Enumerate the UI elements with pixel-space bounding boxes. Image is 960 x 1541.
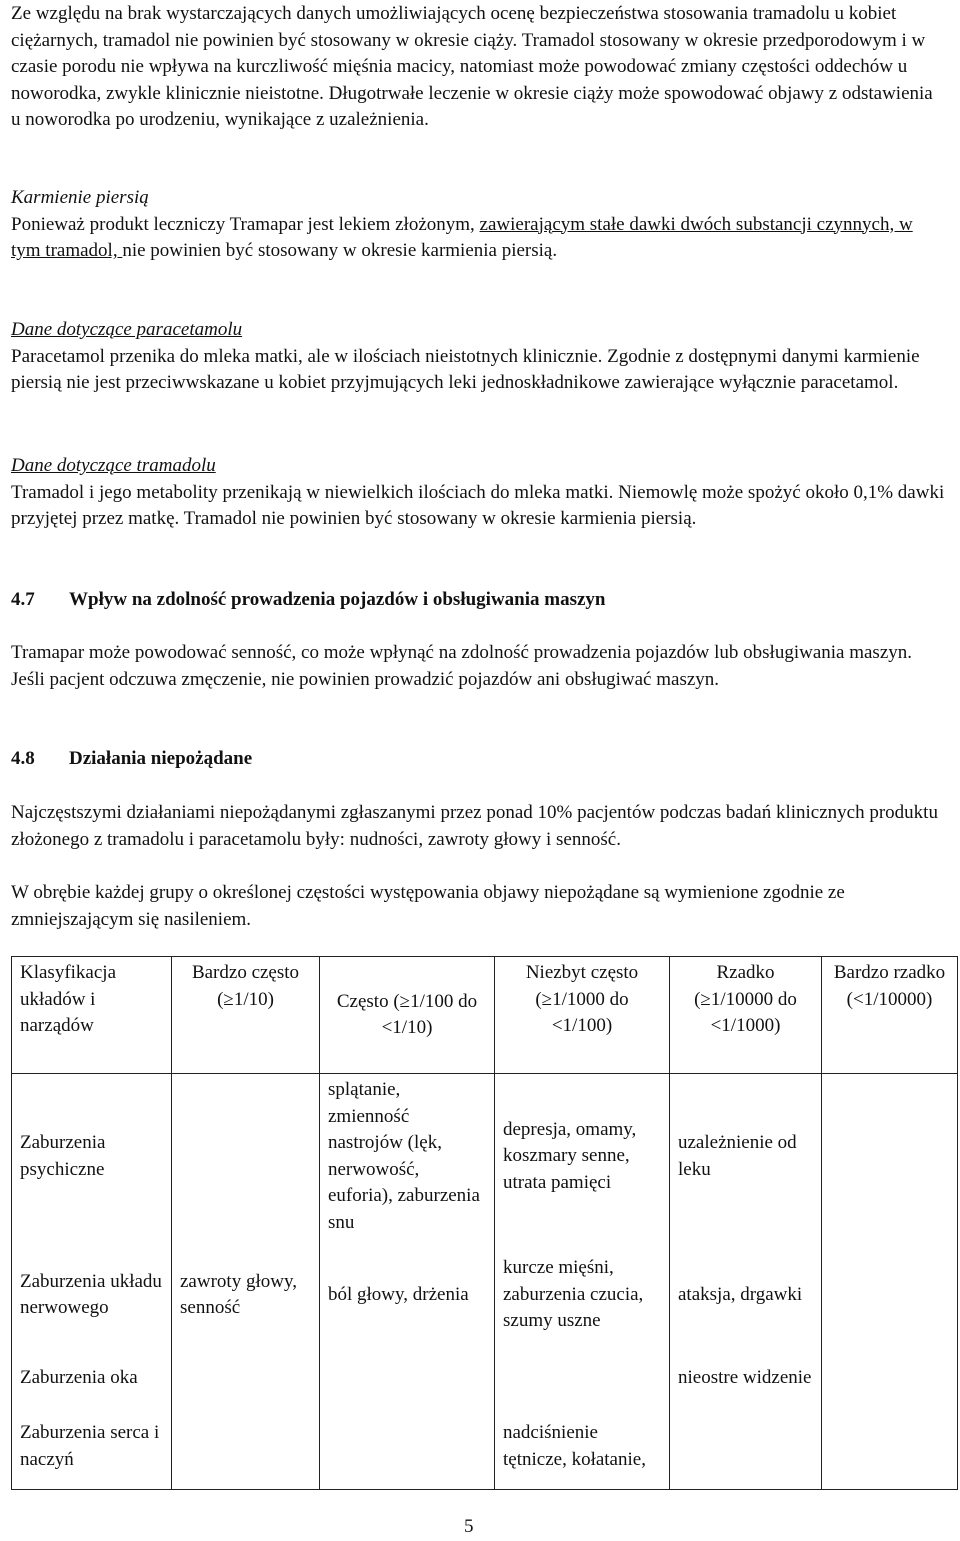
paracetamol-section: [11, 317, 946, 397]
breastfeeding-text-a: Ponieważ produkt leczniczy Tramapar jest lekiem złożonym,: [11, 213, 480, 235]
section-4-7-text-2: Jeśli pacjent odczuwa zmęczenie, nie powinien prowadzić pojazdów ani obsługiwać maszyn.: [11, 668, 720, 690]
very-rare-cell: [822, 1351, 958, 1405]
very-rare-cell: [822, 1239, 958, 1351]
table-row: [12, 1351, 958, 1405]
breastfeeding-text-b: nie powinien być stosowany w okresie karmienia piersią.: [122, 240, 558, 261]
header-very-rare: Bardzo rzadko (<1/10000): [822, 957, 958, 1074]
section-4-8-text-1: Najczęstszymi działaniami niepożądanymi zgłaszanymi przez ponad 10% pacjentów podczas badań klinicznych produktu złożonego z tramadolu i paracetamolu były: nudności, zawroty głowy i senność.: [11, 802, 938, 850]
uncommon-cell: [495, 1351, 670, 1405]
tramadol-heading: Dane dotyczące tramadolu: [11, 455, 216, 476]
pregnancy-paragraph: Ze względu na brak wystarczających danych umożliwiających ocenę bezpieczeństwa stosowania tramadolu u kobiet ciężarnych, tramadol nie powinien być stosowany w okresie ciąży. Tramadol stosowany w okresie przedporodowym i w czasie porodu nie wpływa na kurczliwość mięśnia macicy, natomiast może powodować zmiany częstości oddechów u noworodka, zwykle klinicznie nieistotne. Długotrwałe leczenie w okresie ciąży może spowodować objawy z odstawienia u noworodka po urodzeniu, wynikające z uzależnienia.: [11, 3, 933, 130]
section-4-7-title: Wpływ na zdolność prowadzenia pojazdów i obsługiwania maszyn: [69, 589, 606, 610]
section-4-8-heading: [11, 746, 946, 773]
common-cell: [320, 1405, 495, 1489]
section-4-7-heading: [11, 587, 946, 614]
soc-cell: Zaburzenia psychiczne: [12, 1074, 172, 1240]
section-4-8-number: 4.8: [11, 748, 35, 769]
very-common-cell: [172, 1405, 320, 1489]
header-soc: Klasyfikacja układów i narządów: [12, 957, 172, 1074]
uncommon-cell: depresja, omamy, koszmary senne, utrata pamięci: [495, 1074, 670, 1240]
very-rare-cell: [822, 1074, 958, 1240]
section-4-8-text-2: W obrębie każdej grupy o określonej częstości występowania objawy niepożądane są wymienione zgodnie ze zmniejszającym się nasileniem.: [11, 882, 845, 930]
section-4-8-title: Działania niepożądane: [69, 748, 253, 769]
header-very-common: Bardzo często (≥1/10): [172, 957, 320, 1074]
header-common: Często (≥1/100 do <1/10): [320, 957, 495, 1074]
header-rare: Rzadko (≥1/10000 do <1/1000): [670, 957, 822, 1074]
soc-cell: Zaburzenia serca i naczyń: [12, 1405, 172, 1489]
breastfeeding-text-underlined: zawierającym stałe dawki dwóch substancji czynnych, w tym tramadol,: [11, 213, 913, 261]
very-common-cell: [172, 1074, 320, 1240]
common-cell: ból głowy, drżenia: [320, 1239, 495, 1351]
section-4-7-text-1: Tramapar może powodować senność, co może wpłynąć na zdolność prowadzenia pojazdów lub obsługiwania maszyn.: [11, 642, 913, 663]
common-cell: splątanie, zmienność nastrojów (lęk, nerwowość, euforia), zaburzenia snu: [320, 1074, 495, 1240]
table-row: [12, 1239, 958, 1351]
header-uncommon: Niezbyt często (≥1/1000 do <1/100): [495, 957, 670, 1074]
table-row: [12, 1074, 958, 1240]
soc-cell: Zaburzenia oka: [12, 1351, 172, 1405]
rare-cell: uzależnienie od leku: [670, 1074, 822, 1240]
very-rare-cell: [822, 1405, 958, 1489]
uncommon-cell: nadciśnienie tętnicze, kołatanie,: [495, 1405, 670, 1489]
page-number: 5: [464, 1516, 474, 1537]
tramadol-text: Tramadol i jego metabolity przenikają w niewielkich ilościach do mleka matki. Niemowlę może spożyć około 0,1% dawki przyjętej przez matkę. Tramadol nie powinien być stosowany w okresie karmienia piersią.: [11, 481, 945, 529]
breastfeeding-heading: Karmienie piersią: [11, 187, 149, 208]
table-row: [12, 1405, 958, 1489]
tramadol-section: [11, 453, 946, 533]
adverse-reactions-table: [11, 956, 958, 1490]
section-4-7-number: 4.7: [11, 589, 35, 610]
soc-cell: Zaburzenia układu nerwowego: [12, 1239, 172, 1351]
breastfeeding-text: [11, 212, 946, 265]
paracetamol-text: Paracetamol przenika do mleka matki, ale w ilościach nieistotnych klinicznie. Zgodnie z dostępnymi danymi karmienie piersią nie jest przeciwwskazane u kobiet przyjmujących leki jednoskładnikowe zawierające wyłącznie paracetamol.: [11, 345, 920, 393]
paracetamol-heading: Dane dotyczące paracetamolu: [11, 319, 243, 340]
section-4-7-body: [11, 640, 946, 693]
rare-cell: nieostre widzenie: [670, 1351, 822, 1405]
rare-cell: ataksja, drgawki: [670, 1239, 822, 1351]
rare-cell: [670, 1405, 822, 1489]
table-header-row: [12, 957, 958, 1074]
very-common-cell: [172, 1351, 320, 1405]
breastfeeding-section: [11, 185, 946, 265]
very-common-cell: zawroty głowy, senność: [172, 1239, 320, 1351]
uncommon-cell: kurcze mięśni, zaburzenia czucia, szumy uszne: [495, 1239, 670, 1351]
common-cell: [320, 1351, 495, 1405]
